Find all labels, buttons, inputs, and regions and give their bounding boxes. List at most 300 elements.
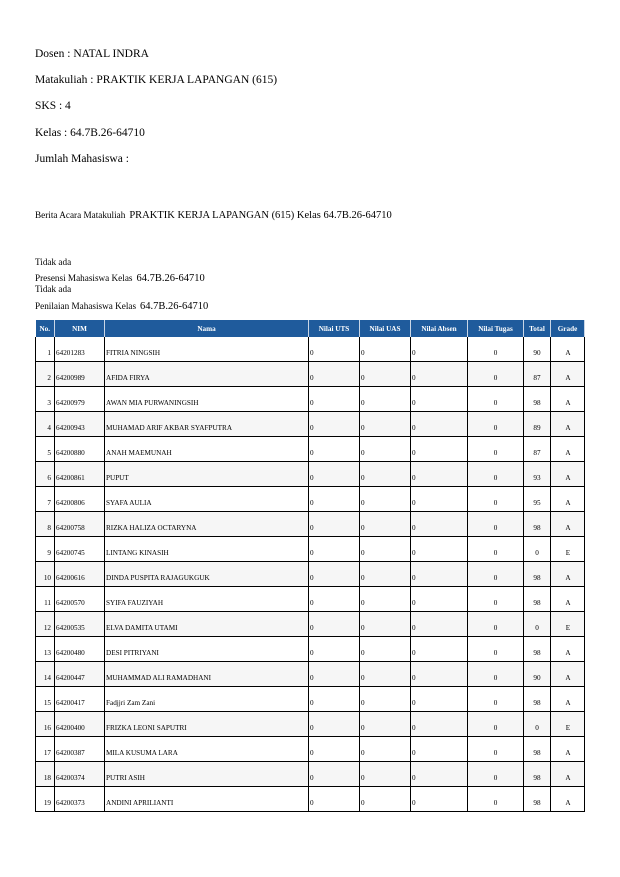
cell-grade-value: E: [565, 624, 571, 632]
cell-nilai-absen: [411, 612, 468, 637]
cell-nilai-absen: [411, 487, 468, 512]
cell-nilai-uts: [309, 762, 360, 787]
cell-nim-value: 64200373: [56, 799, 85, 807]
cell-total-value: 98: [533, 649, 541, 657]
cell-nama: [105, 487, 309, 512]
cell-nilai-absen: [411, 662, 468, 687]
presensi-suffix: 64.7B.26-64710: [136, 273, 205, 284]
cell-nilai-tugas: [468, 612, 524, 637]
jumlah-mahasiswa-line: Jumlah Mahasiswa :: [35, 153, 129, 165]
cell-nilai-uas: [360, 762, 411, 787]
table-body: [36, 337, 585, 812]
cell-nilai-absen: [411, 337, 468, 362]
cell-nilai-absen-value: 0: [412, 524, 416, 532]
cell-nim: [55, 437, 105, 462]
presensi-tidak-ada: Tidak ada: [35, 284, 72, 294]
cell-nilai-absen-value: 0: [412, 799, 416, 807]
cell-grade: [551, 437, 585, 462]
cell-nilai-tugas-value: 0: [493, 374, 498, 382]
cell-total: [524, 462, 551, 487]
cell-nim: [55, 462, 105, 487]
cell-nilai-absen-value: 0: [412, 424, 416, 432]
column-header-nilai-tugas: Nilai Tugas: [468, 320, 524, 337]
cell-grade: [551, 787, 585, 812]
cell-nilai-uas-value: 0: [361, 499, 365, 507]
cell-nilai-uas-value: 0: [361, 674, 365, 682]
cell-nilai-tugas-value: 0: [493, 474, 498, 482]
cell-nilai-absen-value: 0: [412, 474, 416, 482]
cell-total: [524, 687, 551, 712]
cell-nilai-uas-value: 0: [361, 399, 365, 407]
cell-nilai-uas: [360, 587, 411, 612]
cell-nilai-uts: [309, 387, 360, 412]
cell-total-value: 87: [533, 374, 541, 382]
column-header-total: Total: [524, 320, 551, 337]
cell-nilai-uas-value: 0: [361, 374, 365, 382]
cell-grade-value: A: [565, 374, 571, 382]
cell-nama-value: DESI PITRIYANI: [106, 649, 159, 657]
cell-nilai-tugas-value: 0: [493, 449, 498, 457]
cell-nilai-tugas: [468, 512, 524, 537]
cell-nama: [105, 462, 309, 487]
cell-nama: [105, 637, 309, 662]
cell-nilai-uas: [360, 537, 411, 562]
cell-nilai-uas: [360, 487, 411, 512]
cell-nama-value: ELVA DAMITA UTAMI: [106, 624, 178, 632]
cell-nim: [55, 762, 105, 787]
cell-nama: [105, 337, 309, 362]
cell-grade-value: E: [565, 549, 571, 557]
cell-nilai-uas: [360, 737, 411, 762]
presensi-prefix: Presensi Mahasiswa Kelas: [35, 273, 133, 283]
cell-nim-value: 64200943: [56, 424, 85, 432]
cell-grade-value: A: [565, 524, 571, 532]
penilaian-prefix: Penilaian Mahasiswa Kelas: [35, 301, 137, 311]
cell-no-value: 10: [43, 574, 51, 582]
cell-no-value: 5: [47, 449, 51, 457]
cell-total: [524, 787, 551, 812]
table-row: [36, 462, 585, 487]
cell-total: [524, 487, 551, 512]
cell-no: [36, 512, 55, 537]
cell-total-value: 98: [533, 524, 541, 532]
cell-total-value: 0: [535, 549, 539, 557]
cell-grade-value: A: [565, 799, 571, 807]
cell-nilai-uts: [309, 462, 360, 487]
cell-nilai-absen-value: 0: [412, 549, 416, 557]
cell-nilai-absen-value: 0: [412, 774, 416, 782]
cell-nilai-absen: [411, 737, 468, 762]
cell-grade: [551, 337, 585, 362]
cell-grade-value: A: [565, 674, 571, 682]
cell-nilai-tugas: [468, 562, 524, 587]
cell-grade: [551, 362, 585, 387]
cell-nilai-uas-value: 0: [361, 424, 365, 432]
cell-nilai-tugas-value: 0: [493, 799, 498, 807]
cell-nilai-uts-value: 0: [310, 349, 314, 357]
cell-nama: [105, 387, 309, 412]
cell-nama-value: PUTRI ASIH: [106, 774, 145, 782]
cell-nilai-uts: [309, 712, 360, 737]
cell-total-value: 98: [533, 399, 541, 407]
cell-nilai-tugas-value: 0: [493, 699, 498, 707]
cell-no: [36, 337, 55, 362]
cell-nilai-uas: [360, 412, 411, 437]
berita-acara-heading: [35, 205, 392, 223]
cell-nilai-uts: [309, 512, 360, 537]
cell-nilai-uas: [360, 787, 411, 812]
cell-nama-value: FITRIA NINGSIH: [106, 349, 161, 357]
cell-nilai-tugas-value: 0: [493, 424, 498, 432]
cell-nama-value: Fadjjri Zam Zani: [106, 699, 156, 707]
cell-nim: [55, 362, 105, 387]
cell-nilai-absen: [411, 587, 468, 612]
cell-nilai-absen: [411, 412, 468, 437]
cell-total: [524, 387, 551, 412]
cell-total: [524, 637, 551, 662]
table-row: [36, 712, 585, 737]
cell-no: [36, 762, 55, 787]
cell-no: [36, 787, 55, 812]
cell-no-value: 11: [44, 599, 51, 607]
cell-nama-value: SYIFA FAUZIYAH: [106, 599, 164, 607]
cell-nama-value: ANAH MAEMUNAH: [106, 449, 172, 457]
cell-nama: [105, 662, 309, 687]
cell-nilai-tugas-value: 0: [493, 399, 498, 407]
cell-nilai-uts-value: 0: [310, 599, 314, 607]
cell-no: [36, 437, 55, 462]
cell-no-value: 6: [47, 474, 51, 482]
cell-nilai-uas-value: 0: [361, 724, 365, 732]
cell-nama-value: FRIZKA LEONI SAPUTRI: [106, 724, 187, 732]
table-row: [36, 612, 585, 637]
cell-nilai-absen: [411, 787, 468, 812]
cell-no-value: 3: [47, 399, 51, 407]
cell-nim-value: 64200480: [56, 649, 85, 657]
cell-nilai-tugas-value: 0: [493, 499, 498, 507]
cell-nama-value: MUHAMAD ARIF AKBAR SYAFPUTRA: [106, 424, 233, 432]
table-row: [36, 487, 585, 512]
cell-nilai-uas: [360, 337, 411, 362]
cell-grade: [551, 762, 585, 787]
table-row: [36, 537, 585, 562]
cell-nama: [105, 762, 309, 787]
cell-nilai-uts: [309, 687, 360, 712]
cell-no: [36, 487, 55, 512]
cell-no-value: 7: [47, 499, 51, 507]
cell-nilai-absen: [411, 387, 468, 412]
table-row: [36, 437, 585, 462]
cell-nilai-uts: [309, 787, 360, 812]
cell-no: [36, 712, 55, 737]
cell-nilai-uts-value: 0: [310, 549, 314, 557]
cell-nama: [105, 687, 309, 712]
cell-nim-value: 64200861: [56, 474, 85, 482]
cell-nim-value: 64200745: [56, 549, 85, 557]
cell-nilai-absen: [411, 562, 468, 587]
cell-no: [36, 387, 55, 412]
cell-nilai-uts-value: 0: [310, 774, 314, 782]
cell-grade-value: A: [565, 424, 571, 432]
cell-grade-value: A: [565, 474, 571, 482]
column-header-nim: NIM: [55, 320, 105, 337]
cell-no-value: 4: [47, 424, 51, 432]
cell-nilai-uas-value: 0: [361, 799, 365, 807]
cell-nama: [105, 437, 309, 462]
cell-nim: [55, 412, 105, 437]
cell-nilai-absen-value: 0: [412, 349, 416, 357]
cell-total: [524, 412, 551, 437]
cell-grade-value: A: [565, 399, 571, 407]
cell-nilai-tugas: [468, 687, 524, 712]
cell-nilai-tugas: [468, 537, 524, 562]
berita-acara-prefix: Berita Acara Matakuliah: [35, 210, 126, 220]
cell-nim-value: 64200400: [56, 724, 85, 732]
cell-nilai-uts-value: 0: [310, 699, 314, 707]
cell-grade: [551, 712, 585, 737]
cell-nilai-tugas-value: 0: [493, 549, 498, 557]
cell-nilai-uas: [360, 512, 411, 537]
cell-nilai-uts-value: 0: [310, 524, 314, 532]
cell-no-value: 12: [43, 624, 51, 632]
cell-nilai-uas: [360, 712, 411, 737]
cell-grade: [551, 687, 585, 712]
table-row: [36, 412, 585, 437]
cell-total-value: 93: [533, 474, 541, 482]
cell-nilai-uts-value: 0: [310, 649, 314, 657]
cell-total-value: 0: [535, 624, 539, 632]
cell-nilai-uas: [360, 637, 411, 662]
cell-nilai-uts-value: 0: [310, 574, 314, 582]
cell-nilai-tugas: [468, 412, 524, 437]
column-header-nilai-uts: Nilai UTS: [309, 320, 360, 337]
cell-nilai-tugas-value: 0: [493, 749, 498, 757]
table-row: [36, 562, 585, 587]
cell-nilai-tugas-value: 0: [493, 649, 498, 657]
cell-nilai-uts: [309, 612, 360, 637]
cell-nilai-uts: [309, 412, 360, 437]
cell-total-value: 98: [533, 599, 541, 607]
cell-nilai-uts-value: 0: [310, 674, 314, 682]
cell-no: [36, 537, 55, 562]
cell-grade: [551, 462, 585, 487]
table-row: [36, 587, 585, 612]
cell-total-value: 0: [535, 724, 539, 732]
table-row: [36, 637, 585, 662]
cell-nim-value: 64200570: [56, 599, 85, 607]
cell-no-value: 1: [47, 349, 51, 357]
cell-nilai-tugas-value: 0: [493, 624, 498, 632]
cell-no: [36, 612, 55, 637]
cell-grade-value: E: [565, 724, 571, 732]
cell-nilai-tugas-value: 0: [493, 599, 498, 607]
berita-acara-tidak-ada: Tidak ada: [35, 257, 72, 267]
penilaian-table: [35, 320, 585, 812]
table-row: [36, 512, 585, 537]
cell-grade: [551, 562, 585, 587]
cell-nilai-uas: [360, 612, 411, 637]
cell-nama: [105, 362, 309, 387]
cell-nama-value: MUHAMMAD ALI RAMADHANI: [106, 674, 212, 682]
cell-nilai-tugas-value: 0: [493, 349, 498, 357]
cell-nilai-uas: [360, 687, 411, 712]
cell-no: [36, 587, 55, 612]
cell-nilai-uts-value: 0: [310, 624, 314, 632]
table-row: [36, 387, 585, 412]
table-row: [36, 737, 585, 762]
cell-nilai-uas-value: 0: [361, 699, 365, 707]
cell-grade-value: A: [565, 749, 571, 757]
cell-no-value: 13: [43, 649, 51, 657]
cell-total-value: 89: [533, 424, 541, 432]
cell-nilai-absen-value: 0: [412, 749, 416, 757]
cell-nilai-uts-value: 0: [310, 424, 314, 432]
cell-grade: [551, 387, 585, 412]
cell-nilai-uts: [309, 487, 360, 512]
cell-total: [524, 537, 551, 562]
cell-nim: [55, 387, 105, 412]
cell-nilai-absen: [411, 762, 468, 787]
cell-nilai-uts: [309, 637, 360, 662]
cell-nilai-uts: [309, 337, 360, 362]
cell-nilai-tugas: [468, 337, 524, 362]
cell-no-value: 9: [47, 549, 51, 557]
cell-nilai-absen: [411, 687, 468, 712]
cell-nilai-uas-value: 0: [361, 749, 365, 757]
cell-nama: [105, 587, 309, 612]
cell-nilai-tugas-value: 0: [493, 774, 498, 782]
cell-total-value: 98: [533, 699, 541, 707]
cell-nim: [55, 612, 105, 637]
cell-nilai-absen-value: 0: [412, 649, 416, 657]
cell-grade-value: A: [565, 599, 571, 607]
cell-nim: [55, 637, 105, 662]
cell-no-value: 19: [43, 799, 51, 807]
cell-nilai-tugas-value: 0: [493, 674, 498, 682]
cell-nama: [105, 787, 309, 812]
cell-total: [524, 612, 551, 637]
cell-nilai-absen: [411, 537, 468, 562]
matakuliah-line: Matakuliah : PRAKTIK KERJA LAPANGAN (615): [35, 74, 278, 86]
cell-total: [524, 362, 551, 387]
dosen-line: Dosen : NATAL INDRA: [35, 48, 149, 60]
cell-nim-value: 64200417: [56, 699, 85, 707]
table-row: [36, 662, 585, 687]
cell-nilai-uas-value: 0: [361, 524, 365, 532]
cell-nilai-uts-value: 0: [310, 724, 314, 732]
cell-nilai-tugas: [468, 437, 524, 462]
cell-nilai-uas-value: 0: [361, 574, 365, 582]
cell-total-value: 95: [533, 499, 541, 507]
cell-no: [36, 462, 55, 487]
cell-grade-value: A: [565, 774, 571, 782]
cell-no-value: 16: [43, 724, 51, 732]
cell-no: [36, 637, 55, 662]
cell-nilai-absen: [411, 362, 468, 387]
cell-nilai-tugas: [468, 487, 524, 512]
cell-nilai-uts: [309, 362, 360, 387]
cell-grade-value: A: [565, 349, 571, 357]
cell-nilai-absen: [411, 712, 468, 737]
cell-no-value: 2: [47, 374, 51, 382]
cell-nilai-tugas: [468, 787, 524, 812]
cell-nilai-uts: [309, 587, 360, 612]
cell-nilai-absen-value: 0: [412, 574, 416, 582]
cell-nilai-uas-value: 0: [361, 349, 365, 357]
cell-nilai-uts-value: 0: [310, 449, 314, 457]
cell-nama-value: SYAFA AULIA: [106, 499, 152, 507]
cell-total: [524, 337, 551, 362]
cell-nilai-absen: [411, 637, 468, 662]
cell-nim-value: 64200616: [56, 574, 85, 582]
cell-total-value: 98: [533, 574, 541, 582]
cell-total: [524, 562, 551, 587]
cell-nama: [105, 412, 309, 437]
cell-nilai-tugas-value: 0: [493, 524, 498, 532]
cell-no-value: 15: [43, 699, 51, 707]
cell-total-value: 98: [533, 749, 541, 757]
table-row: [36, 687, 585, 712]
berita-acara-suffix: PRAKTIK KERJA LAPANGAN (615) Kelas 64.7B.26-64710: [129, 210, 392, 221]
table-row: [36, 787, 585, 812]
cell-nilai-uts-value: 0: [310, 374, 314, 382]
column-header-nilai-uas: Nilai UAS: [360, 320, 411, 337]
cell-total: [524, 587, 551, 612]
cell-nilai-tugas: [468, 462, 524, 487]
cell-grade-value: A: [565, 574, 571, 582]
cell-nilai-absen-value: 0: [412, 624, 416, 632]
cell-total: [524, 712, 551, 737]
cell-nilai-uas-value: 0: [361, 599, 365, 607]
column-header-nama: Nama: [105, 320, 309, 337]
cell-no: [36, 562, 55, 587]
cell-nim-value: 64200979: [56, 399, 85, 407]
penilaian-heading: [35, 296, 208, 314]
cell-nilai-uas-value: 0: [361, 449, 365, 457]
cell-nim: [55, 787, 105, 812]
cell-grade: [551, 537, 585, 562]
cell-nama-value: MILA KUSUMA LARA: [106, 749, 178, 757]
cell-total-value: 87: [533, 449, 541, 457]
cell-nilai-uas: [360, 562, 411, 587]
cell-nilai-absen: [411, 512, 468, 537]
cell-nama: [105, 737, 309, 762]
cell-nilai-uas: [360, 662, 411, 687]
cell-total-value: 90: [533, 349, 541, 357]
cell-total: [524, 762, 551, 787]
table-row: [36, 362, 585, 387]
cell-grade: [551, 412, 585, 437]
cell-nilai-uts-value: 0: [310, 399, 314, 407]
cell-grade-value: A: [565, 449, 571, 457]
cell-nilai-uts-value: 0: [310, 749, 314, 757]
cell-nama: [105, 512, 309, 537]
cell-nilai-uas-value: 0: [361, 774, 365, 782]
cell-nama: [105, 562, 309, 587]
cell-nim: [55, 537, 105, 562]
cell-nim-value: 64200374: [56, 774, 85, 782]
cell-grade-value: A: [565, 649, 571, 657]
cell-nilai-absen-value: 0: [412, 674, 416, 682]
cell-nim-value: 64200535: [56, 624, 85, 632]
cell-nama-value: RIZKA HALIZA OCTARYNA: [106, 524, 197, 532]
cell-nim: [55, 737, 105, 762]
cell-nim: [55, 562, 105, 587]
table-row: [36, 337, 585, 362]
cell-nilai-uas: [360, 437, 411, 462]
cell-nilai-tugas: [468, 737, 524, 762]
cell-nilai-uas-value: 0: [361, 549, 365, 557]
